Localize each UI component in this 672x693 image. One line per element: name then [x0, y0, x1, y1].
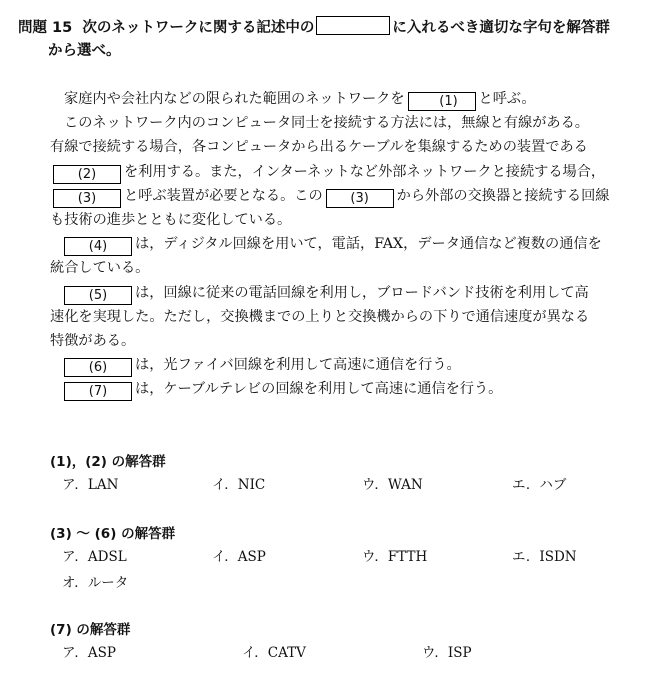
answer-option[interactable]: ウ．FTTH: [362, 549, 428, 565]
blank-7: (7): [64, 382, 132, 401]
blank-3: (3): [53, 189, 121, 208]
passage-line: 特徴がある。: [50, 333, 136, 350]
answer-group-title: (1)，(2) の解答群: [50, 454, 166, 470]
answer-option[interactable]: ア．ADSL: [62, 549, 127, 565]
passage-line: (6) は，光ファイバ回線を利用して高速に通信を行う。: [50, 353, 645, 377]
passage-line: (5) は，回線に従来の電話回線を利用し，ブロードバンド技術を利用して高: [50, 281, 645, 305]
blank-1: (1): [408, 92, 476, 111]
answer-option[interactable]: エ．ISDN: [512, 549, 577, 565]
blank-6: (6): [64, 358, 132, 377]
answer-group-1: [50, 452, 650, 498]
question-prompt-cont: に入れるべき適切な字句を解答群: [392, 20, 610, 36]
question-prompt-line2: から選べ。: [48, 43, 121, 59]
passage-line: 速化を実現した。ただし，交換機までの上りと交換機からの下りで通信速度が異なる: [50, 308, 590, 325]
passage-line: (3) と呼ぶ装置が必要となる。この (3) から外部の交換器と接続する回線: [50, 184, 645, 208]
answer-group-3: [50, 620, 650, 666]
answer-option[interactable]: ウ．ISP: [422, 645, 472, 661]
answer-group-title: (7) の解答群: [50, 622, 131, 638]
empty-blank-box: [316, 16, 390, 35]
passage-line: このネットワーク内のコンピュータ同士を接続する方法には，無線と有線がある。: [64, 115, 589, 132]
answer-group-2: [50, 524, 650, 596]
passage-line: も技術の進歩とともに変化している。: [50, 212, 292, 229]
passage-line: (2) を利用する。また，インターネットなど外部ネットワークと接続する場合，: [50, 160, 645, 184]
blank-3-repeat: (3): [326, 189, 394, 208]
answer-option[interactable]: イ．NIC: [212, 477, 266, 493]
answer-option[interactable]: エ．ハブ: [512, 477, 567, 493]
passage-line: (4) は，ディジタル回線を用いて，電話，FAX，データ通信など複数の通信を: [50, 232, 645, 256]
passage-line: 有線で接続する場合，各コンピュータから出るケーブルを集線するための装置である: [50, 139, 588, 156]
question-prompt: 次のネットワークに関する記述中の: [82, 20, 315, 36]
blank-2: (2): [53, 165, 121, 184]
passage: [50, 87, 645, 402]
answer-option[interactable]: ア．LAN: [62, 477, 119, 493]
passage-line: (7) は，ケーブルテレビの回線を利用して高速に通信を行う。: [50, 377, 645, 401]
answer-group-title: (3) ～ (6) の解答群: [50, 526, 176, 542]
answer-option[interactable]: ア．ASP: [62, 645, 117, 661]
blank-5: (5): [64, 286, 132, 305]
answer-option[interactable]: イ．ASP: [212, 549, 266, 565]
answer-option[interactable]: イ．CATV: [242, 645, 306, 661]
question-number: 問題 15: [18, 20, 73, 36]
answer-option[interactable]: オ．ルータ: [62, 575, 129, 591]
question-header: [18, 16, 658, 63]
answer-option[interactable]: ウ．WAN: [362, 477, 423, 493]
blank-4: (4): [64, 237, 132, 256]
passage-line: 家庭内や会社内などの限られた範囲のネットワークを (1) と呼ぶ。: [64, 91, 536, 109]
passage-line: 統合している。: [50, 260, 150, 277]
